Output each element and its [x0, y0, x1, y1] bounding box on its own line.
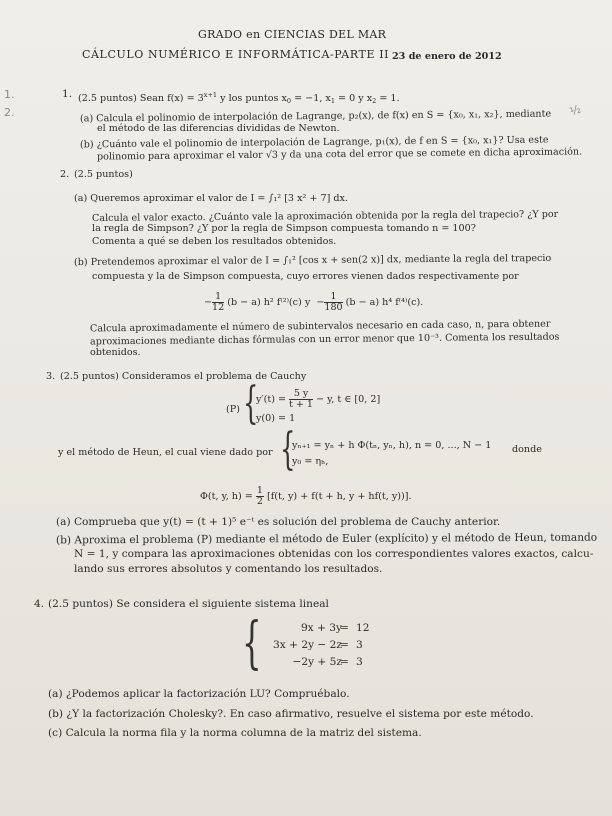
q4-intro: (2.5 puntos) Se considera el siguiente sistema lineal: [48, 598, 329, 610]
q2-points: (2.5 puntos): [74, 169, 133, 180]
margin-mark-2: 2.: [4, 106, 15, 119]
exam-date: 23 de enero de 2012: [392, 51, 502, 62]
q3-problem-label: (P): [226, 404, 240, 415]
q3-intro: (2.5 puntos) Consideramos el problema de Cauchy: [60, 371, 307, 382]
q2-part-b-line4: aproximaciones mediante dichas fórmulas con un error menor que 10⁻³. Comenta los resultados: [89, 331, 560, 348]
q3-heun-brace: {: [280, 424, 296, 475]
q1-part-b-line1: (b) ¿Cuánto vale el polinomio de interpolación de Lagrange, p₁(x), de f en S = {x₀, x₁}? Usa este: [79, 134, 549, 151]
q4-eq1-right: 12: [356, 622, 370, 634]
exam-subtitle: CÁLCULO NUMÉRICO E INFORMÁTICA-PARTE II: [82, 48, 390, 61]
q4-eq3-sign: =: [340, 656, 349, 668]
q4-eq2-right: 3: [356, 639, 363, 651]
q4-part-b: (b) ¿Y la factorización Cholesky?. En caso afirmativo, resuelve el sistema por este método.: [48, 708, 534, 720]
margin-mark-1: 1.: [4, 88, 15, 101]
q2-part-b-line1: (b) Pretendemos aproximar el valor de I = ∫₁² [cos x + sen(2 x)] dx, mediante la regla del trapecio: [73, 252, 552, 269]
q3-phi-definition: Φ(t, y, h) = $\frac{1}{2}$ [f(t, y) + f(t + h, y + hf(t, y))].: [200, 485, 412, 507]
q1-part-a-line2: el método de las diferencias divididas de Newton.: [97, 123, 340, 134]
q3-heun-line2: y₀ = ηₕ,: [292, 456, 329, 467]
q2-part-a-line1: (a) Queremos aproximar el valor de I = ∫₁² [3 x² + 7] dx.: [74, 193, 348, 204]
q1-intro: (2.5 puntos) Sean $f(x) = 3^{x+1}$ y los puntos $x_0 = -1$, $x_1 = 0$ y $x_2 = 1$.: [78, 91, 400, 105]
q2-error-formulas: − $\frac{1}{12}$ (b − a) h² f⁽²⁾(c) y − $\frac{1}{180}$ (b − a) h⁴ f⁽⁴⁾(c).: [204, 291, 424, 313]
q3-donde: donde: [512, 444, 542, 455]
q2-part-a-line2: Calcula el valor exacto. ¿Cuánto vale la aproximación obtenida por la regla del trapecio? ¿Y por: [91, 208, 559, 225]
q2-part-b-line2: compuesta y la de Simpson compuesta, cuyo errores vienen dados respectivamente por: [92, 271, 519, 282]
q4-eq1-left: 9x + 3y: [300, 622, 342, 634]
q4-eq2-left: 3x + 2y − 2z: [273, 639, 342, 651]
q2-part-b-line3: Calcula aproximadamente el número de subintervalos necesario en cada caso, n, para obtener: [89, 318, 551, 335]
q2-part-b-line5: obtenidos.: [90, 347, 141, 358]
q3-part-b-line3: lando sus errores absolutos y comentando los resultados.: [74, 563, 383, 575]
q4-eq3-right: 3: [356, 656, 363, 668]
q3-part-b-line1: (b) Aproxima el problema (P) mediante el método de Euler (explícito) y el método de Heun, tomando: [55, 531, 598, 547]
q3-number: 3.: [46, 371, 56, 382]
q4-eq1-sign: =: [340, 622, 349, 634]
q4-eq2-sign: =: [340, 639, 349, 651]
q4-part-a: (a) ¿Podemos aplicar la factorización LU? Compruébalo.: [48, 688, 350, 700]
margin-mark-right: ½: [568, 102, 583, 119]
q3-part-a: (a) Comprueba que y(t) = (t + 1)⁵ e⁻ᵗ es solución del problema de Cauchy anterior.: [56, 516, 501, 528]
q2-number: 2.: [60, 169, 70, 180]
q3-ode-line2: y(0) = 1: [256, 413, 296, 424]
exam-title: GRADO en CIENCIAS DEL MAR: [198, 28, 387, 41]
q4-part-c: (c) Calcula la norma fila y la norma columna de la matriz del sistema.: [48, 727, 422, 739]
q3-part-b-line2: N = 1, y compara las aproximaciones obtenidas con los correspondientes valores exactos, calcu-: [74, 548, 594, 560]
q2-part-a-line3: la regla de Simpson? ¿Y por la regla de Simpson compuesta tomando n = 100?: [92, 223, 476, 234]
q1-part-a-line1: (a) Calcula el polinomio de interpolación de Lagrange, p₂(x), de f(x) en S = {x₀, x₁, x₂}, mediante: [79, 108, 552, 125]
q3-ode-line1: y′(t) = $\frac{5 y}{t + 1}$ − y, t ∈ [0, 2]: [256, 388, 381, 410]
q3-brace: {: [243, 378, 259, 429]
q4-eq3-left: −2y + 5z: [292, 656, 342, 668]
q4-brace: {: [242, 611, 262, 676]
q4-number: 4.: [34, 598, 45, 610]
q2-part-a-line4: Comenta a qué se deben los resultados obtenidos.: [92, 236, 337, 247]
q3-heun-line1: yₙ₊₁ = yₙ + h Φ(tₙ, yₙ, h), n = 0, ..., N − 1: [292, 440, 492, 451]
q3-heun-intro: y el método de Heun, el cual viene dado por: [58, 447, 273, 458]
q1-number: 1.: [62, 88, 73, 100]
q1-part-b-line2: polinomio para aproximar el valor √3 y da una cota del error que se comete en dicha aproximación.: [96, 146, 583, 163]
